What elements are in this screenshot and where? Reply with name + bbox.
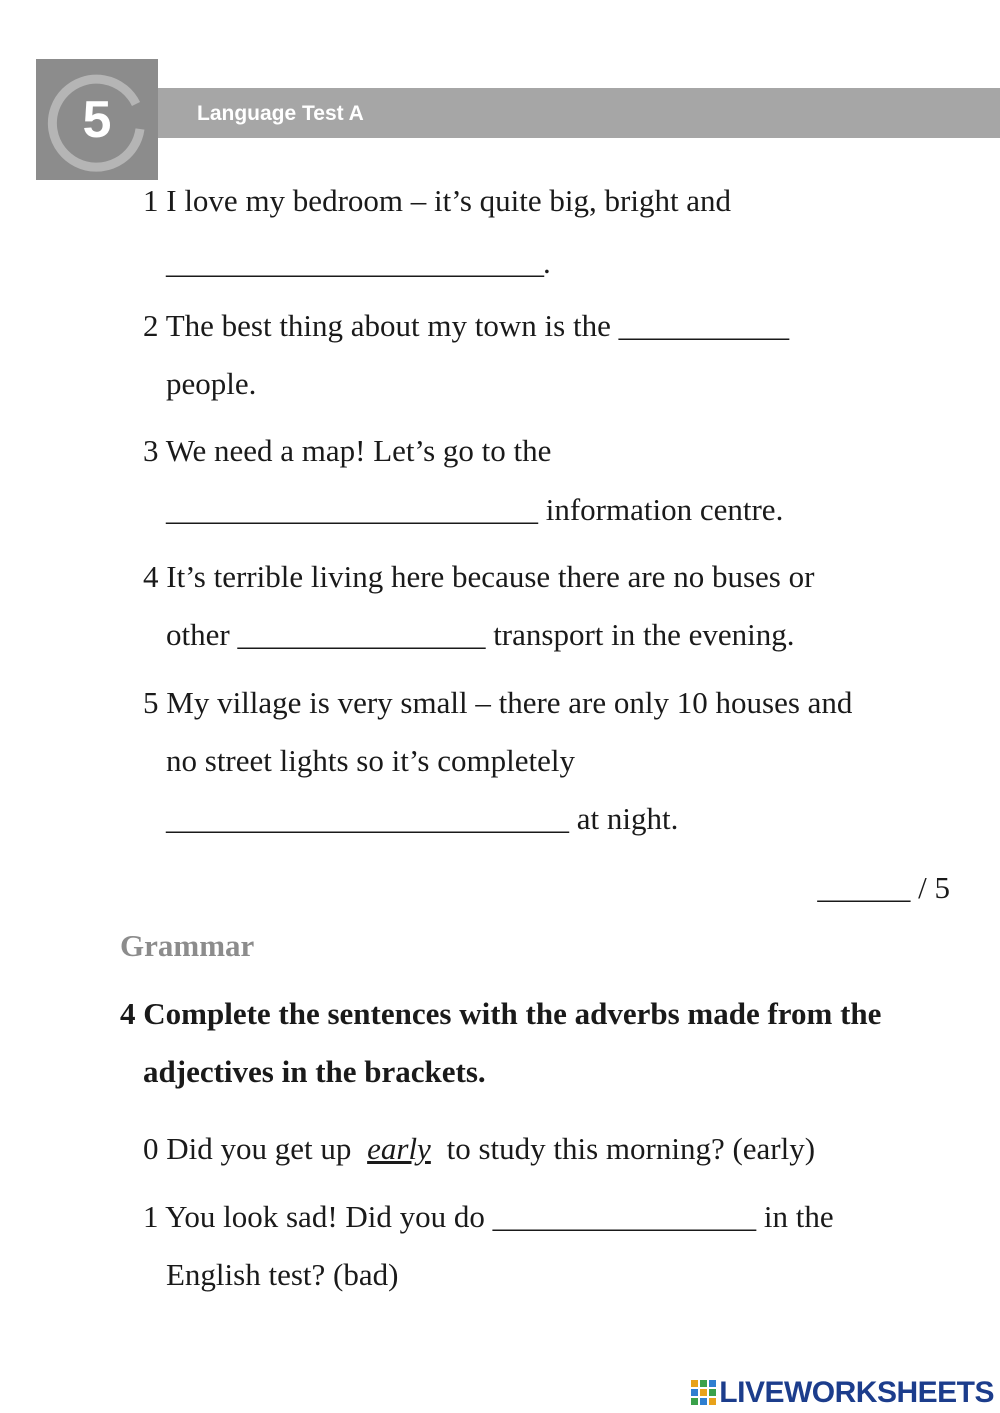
example-before: 0 Did you get up — [143, 1131, 352, 1166]
unit-number: 5 — [82, 90, 112, 149]
instruction-line-1: 4 Complete the sentences with the adverbs made from the — [120, 996, 882, 1031]
item-1-answer-blank[interactable]: __________________________. — [166, 245, 550, 280]
item-2-line-1[interactable]: 2 The best thing about my town is the ___________ — [143, 308, 790, 343]
item-5-line-3[interactable]: __________________________ at night. — [166, 801, 679, 836]
item-4-line-1: 4 It’s terrible living here because there are no buses or — [143, 559, 815, 594]
example-after: to study this morning? (early) — [446, 1131, 816, 1166]
item-5-line-2: no street lights so it’s completely — [166, 743, 575, 778]
section-heading-grammar: Grammar — [120, 928, 255, 963]
example-sentence — [143, 1129, 815, 1169]
example-answer: early — [367, 1131, 431, 1166]
logo-text: LIVEWORKSHEETS — [719, 1376, 994, 1409]
instruction-line-2: adjectives in the brackets. — [143, 1054, 486, 1089]
item-2-line-2: people. — [166, 366, 257, 401]
item-1-line-1: 1 I love my bedroom – it’s quite big, bright and — [143, 183, 732, 218]
grammar-item-1-line-2: English test? (bad) — [166, 1257, 399, 1292]
item-3-line-2[interactable]: ________________________ information centre. — [166, 492, 784, 527]
liveworksheets-logo — [691, 1376, 994, 1410]
grammar-item-1-line-1[interactable]: 1 You look sad! Did you do _________________ in the — [143, 1199, 834, 1234]
score-field[interactable]: ______ / 5 — [817, 870, 950, 905]
item-3-line-1: 3 We need a map! Let’s go to the — [143, 433, 552, 468]
item-4-line-2[interactable]: other ________________ transport in the evening. — [166, 617, 795, 652]
unit-badge — [36, 59, 158, 180]
page-title: Language Test A — [197, 102, 364, 125]
item-5-line-1: 5 My village is very small – there are only 10 houses and — [143, 685, 853, 720]
logo-grid-icon — [691, 1380, 717, 1406]
